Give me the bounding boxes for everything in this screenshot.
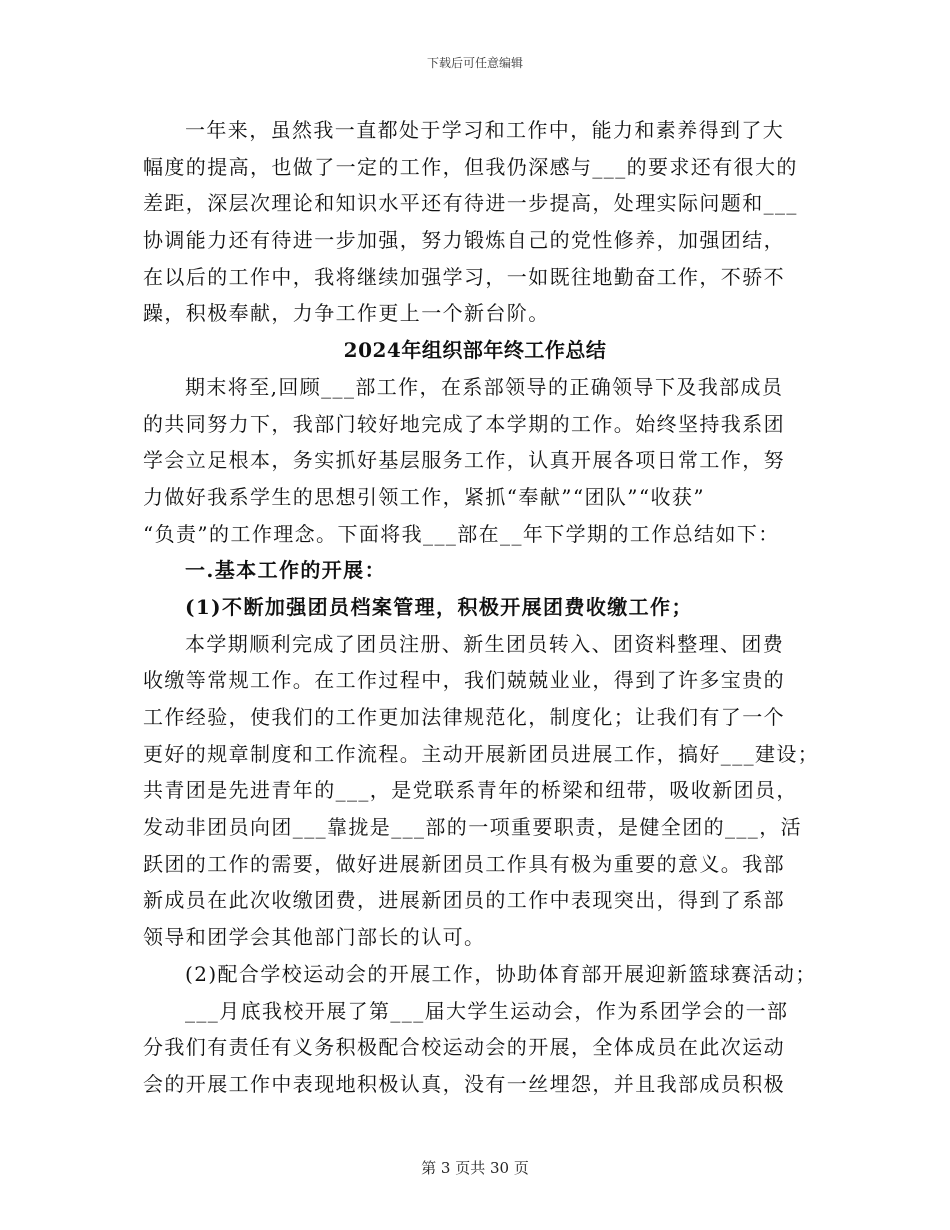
paragraph-line: 幅度的提高，也做了一定的工作，但我仍深感与___的要求还有很大的 — [143, 154, 798, 179]
paragraph-line: 收缴等常规工作。在工作过程中，我们兢兢业业，得到了许多宝贵的 — [143, 668, 785, 693]
subheading: (1)不断加强团员档案管理，积极开展团费收缴工作； — [185, 594, 693, 619]
paragraph-line: 会的开展工作中表现地积极认真，没有一丝埋怨，并且我部成员积极 — [143, 1071, 785, 1096]
subheading: 一.基本工作的开展： — [185, 558, 386, 583]
paragraph-line: 分我们有责任有义务积极配合校运动会的开展，全体成员在此次运动 — [143, 1035, 785, 1060]
paragraph-line: 躁，积极奉献，力争工作更上一个新台阶。 — [143, 301, 550, 326]
paragraph-line: 发动非团员向团___靠拢是___部的一项重要职责，是健全团的___，活 — [143, 815, 802, 840]
paragraph-line: ___月底我校开展了第___届大学生运动会，作为系团学会的一部 — [185, 998, 789, 1023]
paragraph-line: 一年来，虽然我一直都处于学习和工作中，能力和素养得到了大 — [185, 118, 785, 142]
paragraph-line: 更好的规章制度和工作流程。主动开展新团员进展工作，搞好___建设； — [143, 741, 820, 766]
paragraph-line: 共青团是先进青年的___，是党联系青年的桥梁和纽带，吸收新团员， — [143, 778, 798, 803]
paragraph-line: 领导和团学会其他部门部长的认可。 — [143, 925, 486, 950]
paragraph-line: “负责”的工作理念。下面将我___部在__年下学期的工作总结如下： — [143, 521, 780, 546]
paragraph-line: 工作经验，使我们的工作更加法律规范化，制度化；让我们有了一个 — [143, 705, 785, 729]
subheading: (2)配合学校运动会的开展工作，协助体育部开展迎新篮球赛活动； — [185, 961, 817, 986]
paragraph-line: 在以后的工作中，我将继续加强学习，一如既往地勤奋工作，不骄不 — [143, 264, 785, 289]
page-header: 下载后可任意编辑 — [426, 56, 523, 70]
paragraph-line: 跃团的工作的需要，做好进展新团员工作具有极为重要的意义。我部 — [143, 851, 785, 876]
paragraph-line: 期末将至,回顾___部工作，在系部领导的正确领导下及我部成员 — [185, 374, 784, 399]
paragraph-line: 本学期顺利完成了团员注册、新生团员转入、团资料整理、团费 — [185, 631, 785, 656]
paragraph-line: 力做好我系学生的思想引领工作，紧抓“奉献”“团队”“收获” — [143, 484, 705, 509]
document-body — [143, 112, 820, 1103]
section-title: 2024年组织部年终工作总结 — [343, 338, 607, 363]
paragraph-line: 学会立足根本，务实抓好基层服务工作，认真开展各项日常工作，努 — [143, 448, 785, 473]
paragraph-line: 协调能力还有待进一步加强，努力锻炼自己的党性修养，加强团结， — [143, 228, 785, 253]
page-footer: 第 3 页共 30 页 — [421, 1159, 529, 1177]
paragraph-line: 新成员在此次收缴团费，进展新团员的工作中表现突出，得到了系部 — [143, 888, 785, 913]
paragraph-line: 的共同努力下，我部门较好地完成了本学期的工作。始终坚持我系团 — [143, 411, 785, 436]
paragraph-line: 差距，深层次理论和知识水平还有待进一步提高，处理实际问题和___ — [143, 191, 798, 216]
